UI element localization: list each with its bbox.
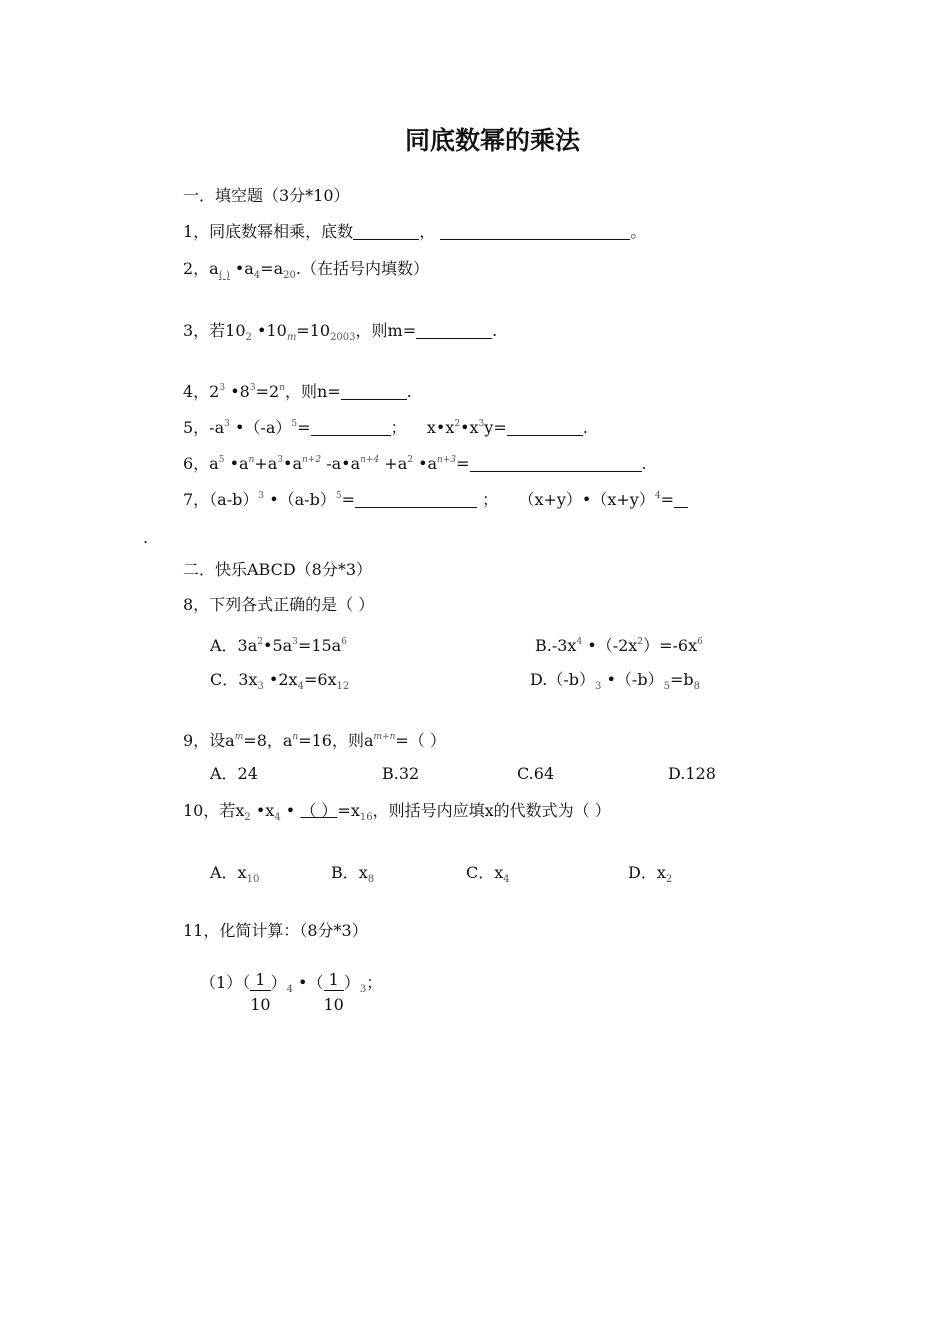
q6-text-7: •a <box>418 454 438 473</box>
q7-blank-1[interactable] <box>355 491 477 508</box>
q11-rparen-2: ） <box>343 973 360 992</box>
q4-text-mid: •8 <box>230 382 250 401</box>
q5-exp-2: 5 <box>291 419 298 429</box>
q10-option-c[interactable] <box>466 863 510 890</box>
q4-exp-2: 3 <box>249 383 256 393</box>
q10-text-5: ，则括号内应填x的代数式为（ ） <box>372 801 611 820</box>
q7-blank-2[interactable] <box>674 491 688 508</box>
q6-exp-3: 3 <box>277 455 284 465</box>
q10-option-a[interactable] <box>210 863 259 890</box>
q7-text-a: 7，（a-b） <box>183 490 259 509</box>
q8b-text-3: ）=-6x <box>643 636 698 655</box>
q8d-exp-2: 5 <box>663 681 670 692</box>
q4-text-tail: ，则n= <box>284 382 341 401</box>
q2-text-mid: •a <box>234 259 254 278</box>
q11-part-1-label: （1） <box>200 973 243 992</box>
q6-exp-2: n <box>248 455 255 465</box>
q7-exp-2: 5 <box>335 491 342 501</box>
q10c-text: C．x <box>466 863 504 882</box>
q1-text: 1，同底数幂相乘，底数 <box>183 222 354 241</box>
question-7 <box>183 486 688 510</box>
q9-exp-2: n <box>292 732 299 742</box>
q8c-exp-2: 4 <box>297 681 304 692</box>
q9-text-1: 9，设a <box>183 731 235 750</box>
q10-option-b[interactable] <box>331 863 374 890</box>
q4-exp-1: 3 <box>219 383 226 393</box>
q9-option-a[interactable]: A．24 <box>210 764 258 783</box>
q8d-exp-1: 3 <box>595 681 602 692</box>
q8d-text-3: =b <box>669 670 694 689</box>
q9-option-c[interactable]: C.64 <box>517 764 555 783</box>
q8-option-b[interactable] <box>535 632 703 656</box>
q3-text-a: 3，若10 <box>183 321 246 340</box>
question-2 <box>183 259 429 286</box>
question-3 <box>183 321 497 348</box>
q10-text-4: =x <box>337 801 360 820</box>
q1-end: 。 <box>630 222 647 241</box>
q11-exp-2: 3 <box>359 984 367 995</box>
question-9-stem <box>183 727 446 751</box>
q6-text-3: +a <box>254 454 278 473</box>
q5-blank-2[interactable] <box>507 419 583 436</box>
q8c-exp-1: 3 <box>257 681 264 692</box>
q8a-text-3: =15a <box>297 636 342 655</box>
q11-part-1 <box>200 970 382 1015</box>
question-8-stem: 8，下列各式正确的是（ ） <box>183 595 375 614</box>
q3-blank[interactable] <box>416 322 492 339</box>
q2-paren-blank[interactable]: ( ) <box>218 270 230 281</box>
q6-text-eq: = <box>456 454 470 473</box>
q5-end: . <box>582 418 588 437</box>
q8d-text-2: •（-b） <box>606 670 664 689</box>
q8a-exp-2: 3 <box>292 637 298 647</box>
q10d-exp: 2 <box>665 874 673 885</box>
q3-text-eq: =10 <box>296 321 331 340</box>
q9-option-b[interactable]: B.32 <box>382 764 420 783</box>
q8c-text-1: C．3x <box>210 670 258 689</box>
q6-exp-6: 2 <box>407 455 413 465</box>
page-title: 同底数幂的乘法 <box>405 126 581 155</box>
q10-exp-3: 16 <box>359 812 373 823</box>
q11-fraction-1-denominator: 10 <box>250 995 271 1014</box>
q1-blank-2[interactable] <box>440 223 630 240</box>
q3-end: . <box>492 321 498 340</box>
q6-text-4: •a <box>283 454 303 473</box>
q7-trailing-dot: . <box>143 528 149 547</box>
q8b-text-2: •（-2x <box>587 636 638 655</box>
q9-exp-3: m+n <box>373 732 396 742</box>
q5-exp-4: 3 <box>478 419 485 429</box>
question-4 <box>183 378 412 402</box>
q4-text-eq: =2 <box>255 382 280 401</box>
question-1 <box>183 222 646 242</box>
q8b-text-1: B.-3x <box>535 636 577 655</box>
q4-exp-3: n <box>279 383 285 393</box>
q8-option-d[interactable] <box>530 670 700 697</box>
q8c-text-3: =6x <box>303 670 337 689</box>
q8b-exp-2: 2 <box>637 637 644 647</box>
q8-option-c[interactable] <box>210 670 349 697</box>
question-6 <box>183 450 647 474</box>
q3-exp-1: 2 <box>245 332 252 343</box>
q8-option-a[interactable] <box>210 632 347 656</box>
q7-exp-1: 3 <box>258 491 265 501</box>
q8a-text-1: A．3a <box>210 636 258 655</box>
q6-end: . <box>641 454 647 473</box>
q11-fraction-1-numerator: 1 <box>250 970 270 991</box>
q5-text-b1: x•x <box>426 418 455 437</box>
q2-text-tail: .（在括号内填数） <box>295 259 429 278</box>
q10a-text: A．x <box>210 863 247 882</box>
q3-text-mid: •10 <box>257 321 287 340</box>
q10-text-3: • <box>285 801 296 820</box>
q6-exp-5: n+4 <box>360 455 380 465</box>
q8b-exp-1: 4 <box>576 637 583 647</box>
q5-text-b2: •x <box>460 418 479 437</box>
q6-blank[interactable] <box>470 455 642 472</box>
q7-text-mid: •（a-b） <box>269 490 336 509</box>
q8c-exp-3: 12 <box>336 681 350 692</box>
q3-exp-2: m <box>286 332 297 343</box>
q11-text-mid: •（ <box>298 973 324 992</box>
q8d-exp-3: 8 <box>693 681 700 692</box>
q2-text-eq: =a <box>260 259 284 278</box>
q10d-text: D．x <box>628 863 666 882</box>
q4-blank[interactable] <box>341 383 407 400</box>
q8d-text-1: D.（-b） <box>530 670 595 689</box>
q11-fraction-2-denominator: 10 <box>323 995 344 1014</box>
q1-blank-1[interactable] <box>353 223 419 240</box>
q6-exp-4: n+2 <box>302 455 322 465</box>
q7-semicolon: ； <box>482 490 499 509</box>
q5-text-a: 5，-a <box>183 418 225 437</box>
q8b-exp-3: 6 <box>697 637 703 647</box>
question-10-stem <box>183 801 611 828</box>
q9-text-4: =（ ） <box>395 731 446 750</box>
q1-sep: ， <box>419 222 436 241</box>
q8c-text-2: •2x <box>268 670 298 689</box>
q2-text-a: 2，a <box>183 259 219 278</box>
q5-exp-3: 2 <box>454 419 461 429</box>
section-heading-abcd: 二．快乐ABCD（8分*3） <box>183 560 373 579</box>
q4-end: . <box>406 382 412 401</box>
q8a-text-2: •5a <box>263 636 293 655</box>
q11-fraction-2 <box>324 970 344 1015</box>
q10b-text: B．x <box>331 863 368 882</box>
q11-end: ； <box>366 973 383 992</box>
q6-text-2: •a <box>229 454 249 473</box>
q7-text-eq: = <box>341 490 355 509</box>
q11-exp-1: 4 <box>286 984 293 995</box>
q9-text-3: =16，则a <box>298 731 374 750</box>
q10-exp-2: 4 <box>274 812 281 823</box>
q6-exp-1: 5 <box>218 455 225 465</box>
question-11-heading: 11，化简计算：（8分*3） <box>183 921 368 940</box>
q10-paren-blank[interactable]: （ ） <box>300 801 338 820</box>
q5-text-b3: y= <box>484 418 507 437</box>
q2-exp-1: 4 <box>253 270 261 281</box>
q4-text-a: 4，2 <box>183 382 220 401</box>
q5-text-mid: •（-a） <box>234 418 292 437</box>
q5-exp-1: 3 <box>224 419 230 429</box>
q9-exp-1: m <box>234 732 244 742</box>
q5-semicolon: ； <box>390 418 407 437</box>
q5-text-eq: = <box>297 418 311 437</box>
q10-exp-1: 2 <box>244 812 251 823</box>
q10-text-2: •x <box>255 801 275 820</box>
q10-text-1: 10，若x <box>183 801 245 820</box>
q11-fraction-2-numerator: 1 <box>324 970 344 991</box>
q9-text-2: =8，a <box>243 731 293 750</box>
q3-text-tail: ，则m= <box>355 321 417 340</box>
q7-text-b2: = <box>660 490 674 509</box>
q11-rparen-1: ） <box>270 973 287 992</box>
q10-option-d[interactable] <box>628 863 672 890</box>
q6-text-5: -a•a <box>326 454 361 473</box>
q6-text-6: +a <box>384 454 408 473</box>
q10b-exp: 8 <box>367 874 375 885</box>
q11-lparen-1: （ <box>242 973 251 992</box>
q7-text-b1: （x+y）•（x+y） <box>518 490 655 509</box>
q11-fraction-1 <box>250 970 270 1015</box>
q2-exp-2: 20 <box>283 270 296 281</box>
q10c-exp: 4 <box>503 874 510 885</box>
q6-text-a: 6，a <box>183 454 219 473</box>
q7-exp-3: 4 <box>654 491 661 501</box>
q8a-exp-1: 2 <box>257 637 264 647</box>
q3-exp-3: 2003 <box>330 332 356 343</box>
q8a-exp-3: 6 <box>341 637 347 647</box>
q6-exp-7: n+3 <box>437 455 457 465</box>
q5-blank-1[interactable] <box>311 419 391 436</box>
question-5 <box>183 414 588 438</box>
section-heading-fill-in: 一．填空题（3分*10） <box>183 186 350 205</box>
q9-option-d[interactable]: D.128 <box>668 764 716 783</box>
q10a-exp: 10 <box>246 874 260 885</box>
